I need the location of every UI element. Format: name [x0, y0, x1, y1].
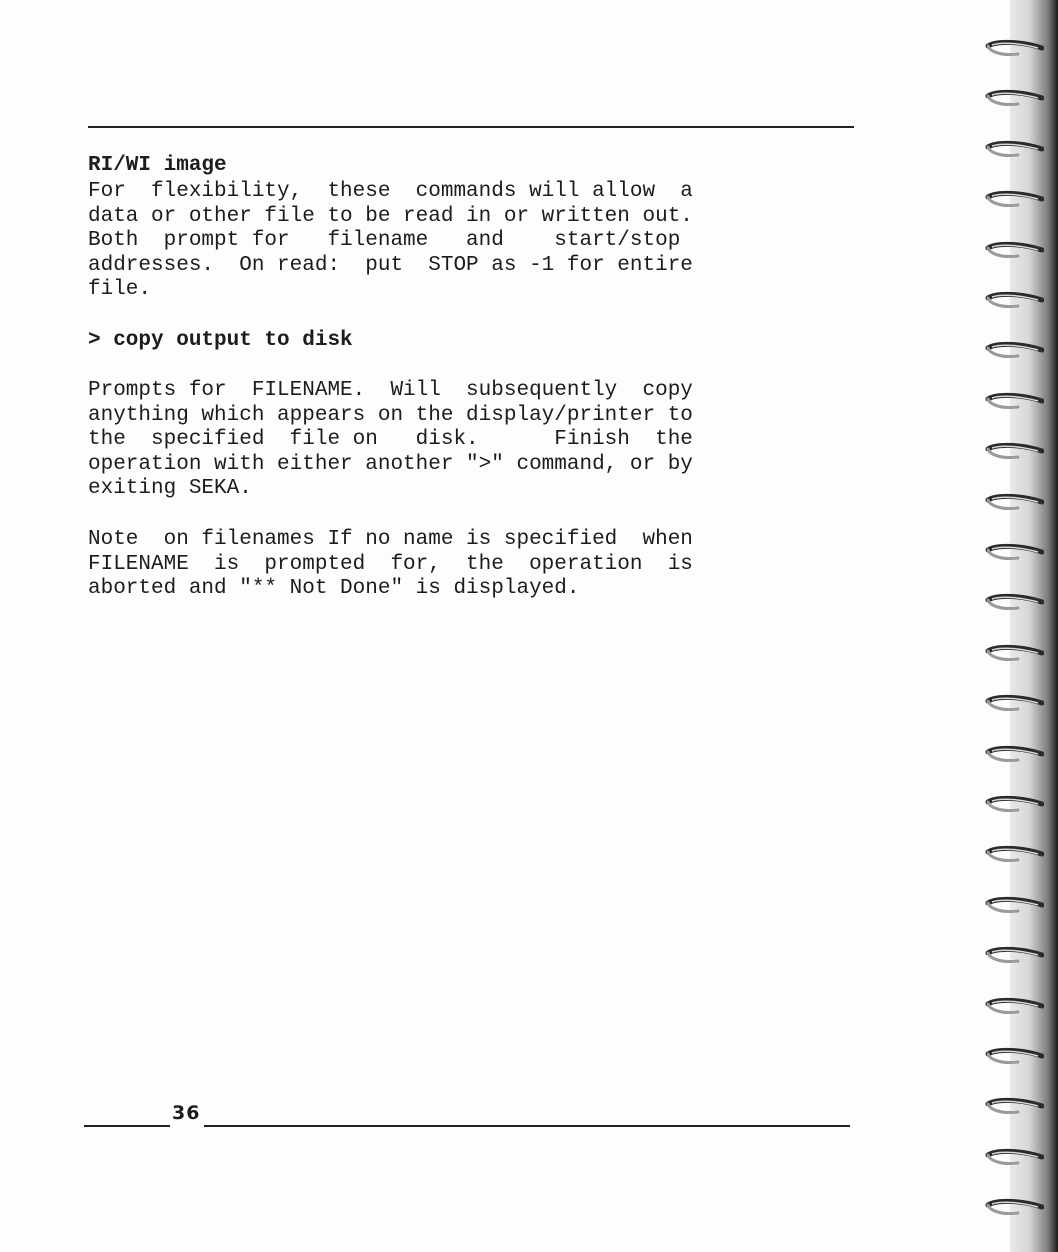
body-line: operation with either another ">" command, or by — [88, 452, 693, 476]
body-line: anything which appears on the display/printer to — [88, 403, 693, 427]
binding-ring — [984, 340, 1044, 364]
binding-ring — [984, 240, 1044, 264]
binding-ring — [984, 1197, 1044, 1221]
binding-ring — [984, 945, 1044, 969]
binding-ring — [984, 441, 1044, 465]
section-heading-ri-wi: RI/WI image — [88, 154, 227, 177]
binding-ring — [984, 1147, 1044, 1171]
body-line: aborted and "** Not Done" is displayed. — [88, 577, 580, 601]
binding-ring — [984, 391, 1044, 415]
section-heading-copy-output: > copy output to disk — [88, 329, 353, 352]
binding-ring — [984, 189, 1044, 213]
binding-ring — [984, 492, 1044, 516]
binding-ring — [984, 139, 1044, 163]
binding-ring — [984, 794, 1044, 818]
binding-ring — [984, 88, 1044, 112]
body-line: file. — [88, 278, 152, 302]
body-line: addresses. On read: put STOP as -1 for entire — [88, 253, 693, 277]
body-line: exiting SEKA. — [88, 477, 252, 501]
footer-rule-right — [204, 1125, 850, 1127]
section-body-copy-output — [88, 379, 693, 502]
header-rule — [88, 126, 854, 128]
binding-ring — [984, 290, 1044, 314]
binding-ring — [984, 693, 1044, 717]
body-line: Both prompt for filename and start/stop — [88, 229, 681, 253]
binding-ring — [984, 1096, 1044, 1120]
section-body-ri-wi — [88, 180, 693, 303]
binding-ring — [984, 895, 1044, 919]
page-number: 36 — [172, 1102, 201, 1124]
binding-ring — [984, 744, 1044, 768]
body-line: FILENAME is prompted for, the operation is — [88, 552, 693, 576]
section-body-filenames-note — [88, 528, 693, 602]
binding-ring — [984, 1046, 1044, 1070]
binding-ring — [984, 592, 1044, 616]
body-line: data or other file to be read in or written out. — [88, 204, 693, 228]
footer-rule-left — [84, 1125, 170, 1127]
binding-ring — [984, 996, 1044, 1020]
binding-ring — [984, 844, 1044, 868]
binding-ring — [984, 643, 1044, 667]
binding-ring — [984, 542, 1044, 566]
body-line: Prompts for FILENAME. Will subsequently copy — [88, 379, 693, 402]
body-line: Note on filenames If no name is specified when — [88, 528, 693, 551]
body-line: the specified file on disk. Finish the — [88, 428, 693, 452]
binding-ring — [984, 38, 1044, 62]
body-line: For flexibility, these commands will allow a — [88, 180, 693, 203]
